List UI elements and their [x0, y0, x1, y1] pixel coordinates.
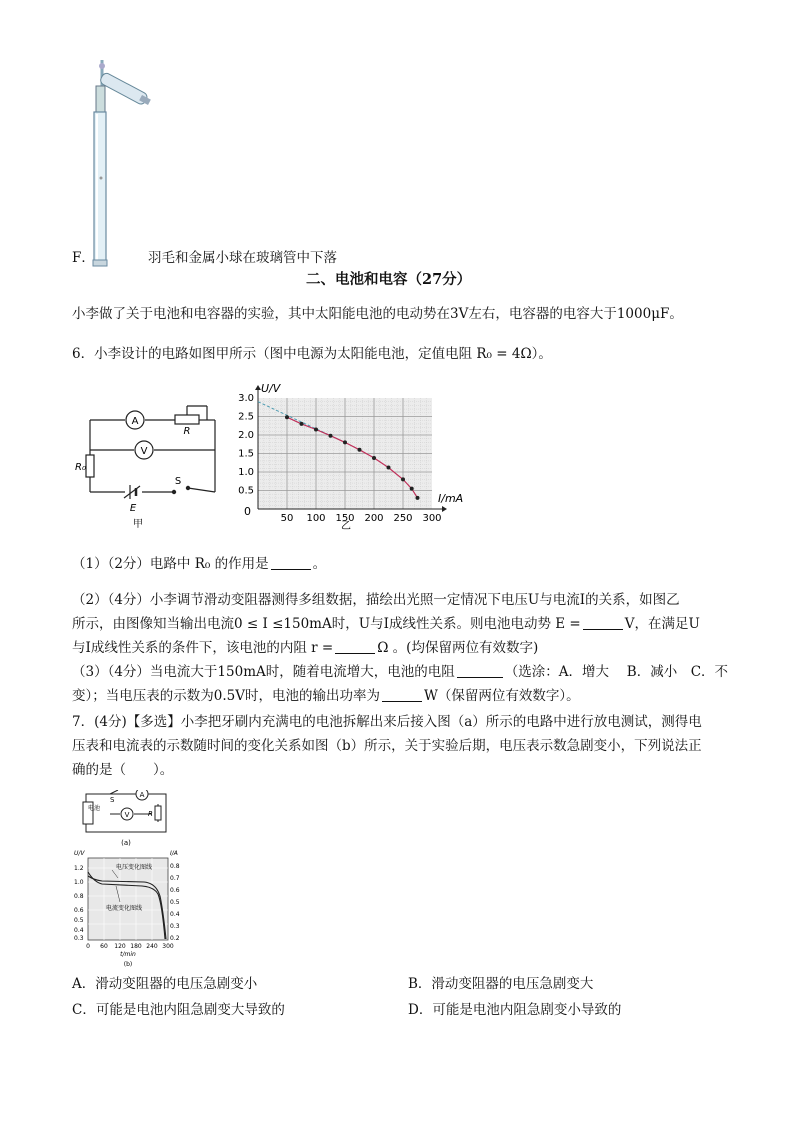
- data-point: [416, 496, 420, 500]
- answer-blank-output-power[interactable]: [382, 687, 422, 702]
- q6-sub3-line2b: W（保留两位有效数字）。: [423, 688, 580, 704]
- answer-blank-emf[interactable]: [583, 615, 623, 630]
- data-point: [343, 440, 347, 444]
- y-tick-label: 0.5: [238, 485, 254, 497]
- y-tick-label: 3.0: [238, 393, 254, 404]
- left-tick: 1.2: [74, 865, 84, 872]
- x-tick: 60: [100, 943, 108, 950]
- option-f-caption: 羽毛和金属小球在玻璃管中下落: [148, 250, 337, 266]
- right-tick: 0.3: [170, 923, 180, 930]
- q6-sub2-line2b: V，在满足U: [624, 616, 700, 632]
- data-point: [410, 487, 414, 491]
- right-tick: 0.2: [170, 935, 180, 942]
- y-tick-label: 1.5: [238, 448, 254, 460]
- data-point: [300, 422, 304, 426]
- right-tick: 0.5: [170, 899, 180, 906]
- right-tick: 0.4: [170, 911, 180, 918]
- x-tick-label: 100: [306, 513, 326, 524]
- q7-option-a[interactable]: A．滑动变阻器的电压急剧变小: [72, 976, 258, 992]
- x-tick-label: 50: [280, 513, 294, 524]
- data-point: [329, 434, 333, 438]
- discharge-graph-b: [72, 846, 190, 970]
- fig-a-voltmeter-label: V: [124, 811, 130, 819]
- fig-a-switch-label: S: [110, 796, 115, 804]
- ui-graph: [236, 382, 476, 532]
- q6-sub2-line2a: 所示，由图像知当输出电流0 ≤ I ≤150mA时，U与I成线性关系。则电池电动势 E =: [72, 616, 581, 632]
- q7-option-b[interactable]: B．滑动变阻器的电压急剧变大: [408, 976, 594, 992]
- graph-b-y-right-label: I/A: [170, 850, 178, 857]
- data-point: [372, 456, 376, 460]
- circuit-label-a: A: [131, 416, 139, 427]
- x-tick-label: 200: [364, 513, 384, 524]
- circuit-label-e: E: [129, 503, 137, 514]
- x-tick: 0: [86, 943, 90, 950]
- current-curve-label: 电流变化图线: [106, 905, 143, 912]
- x-tick: 120: [114, 943, 126, 950]
- graph-b-x-ticks: [86, 943, 174, 950]
- q7-line3: 确的是（ ）。: [72, 762, 174, 778]
- q6-stem: 6．小李设计的电路如图甲所示（图中电源为太阳能电池，定值电阻 R₀ = 4Ω）。: [72, 346, 552, 362]
- fig-b-label: (b): [123, 961, 133, 968]
- q6-sub3-line2a: 变）；当电压表的示数为0.5V时，电池的输出功率为: [72, 688, 380, 704]
- circuit-diagram-a: [80, 790, 176, 848]
- q6-sub2-line3a: 与I成线性关系的条件下，该电池的内阻 r =: [72, 640, 334, 656]
- x-tick: 300: [162, 943, 174, 950]
- q7-option-c[interactable]: C．可能是电池内阻急剧变大导致的: [72, 1002, 285, 1018]
- q6-sub2-line3: [72, 636, 538, 660]
- q6-sub2-line3b: Ω 。(均保留两位有效数字): [377, 640, 539, 656]
- option-f-letter: F．: [72, 250, 95, 266]
- x-axis-arrow: [442, 506, 447, 512]
- q7-line2: 压表和电流表的示数随时间的变化关系如图（b）所示，关于实验后期，电压表示数急剧变小，下列说法正: [72, 738, 702, 754]
- circuit-label-s: S: [174, 476, 182, 487]
- q7-line1: 7．(4分)【多选】小李把牙刷内充满电的电池拆解出来后接入图（a）所示的电路中进行放电测试，测得电: [72, 714, 702, 730]
- graph-grid: [258, 398, 432, 509]
- intro-text: 小李做了关于电池和电容器的实验，其中太阳能电池的电动势在3V左右，电容器的电容大于1000μF。: [72, 306, 683, 322]
- circuit-label-r0: R₀: [75, 462, 86, 473]
- answer-blank-internal-resistance[interactable]: [335, 639, 375, 654]
- fig-a-resistor-label: R: [148, 810, 153, 818]
- q6-sub1-text: （1）（2分）电路中 R₀ 的作用是: [72, 556, 269, 572]
- data-point: [401, 477, 405, 481]
- circuit-label-v: V: [140, 446, 148, 457]
- x-tick-label: 250: [393, 513, 413, 524]
- q6-sub3-line2: [72, 684, 580, 708]
- fig-a-battery-label: 电池: [88, 805, 101, 812]
- circuit-label-r: R: [183, 426, 191, 437]
- data-point: [314, 427, 318, 431]
- left-tick: 0.8: [74, 893, 84, 900]
- x-tick: 240: [146, 943, 158, 950]
- data-point: [387, 466, 391, 470]
- left-tick: 0.6: [74, 907, 84, 914]
- section-title: 二、电池和电容（27分）: [306, 271, 472, 288]
- left-tick: 0.5: [74, 917, 84, 924]
- graph-origin-label: 0: [244, 505, 251, 518]
- data-point: [358, 448, 362, 452]
- q6-sub1: [72, 552, 326, 576]
- q6-sub3-line1: [72, 660, 728, 684]
- q6-sub3-line1a: （3）（4分）当电流大于150mA时，随着电流增大，电池的电阻: [72, 664, 455, 680]
- answer-blank-resistance-trend[interactable]: [457, 663, 503, 678]
- q6-sub1-end: 。: [312, 556, 327, 572]
- graph-x-label: I/mA: [438, 492, 464, 505]
- circuit-diagram-jia: [70, 400, 230, 532]
- right-tick: 0.6: [170, 887, 180, 894]
- figure-label-yi: 乙: [341, 521, 351, 532]
- left-tick: 0.4: [74, 927, 84, 934]
- y-tick-label: 2.0: [238, 430, 254, 441]
- fig-a-ammeter-label: A: [139, 791, 145, 799]
- left-tick: 1.0: [74, 879, 84, 886]
- graph-b-y-left-label: U/V: [74, 850, 85, 857]
- q7-option-d[interactable]: D．可能是电池内阻急剧变小导致的: [408, 1002, 622, 1018]
- right-tick: 0.8: [170, 863, 180, 870]
- y-tick-label: 1.0: [238, 467, 254, 478]
- graph-b-x-label: t/min: [120, 951, 136, 958]
- q6-sub3-line1b: （选涂：A．增大 B．减小 C．不: [504, 664, 729, 680]
- x-tick-label: 150: [335, 513, 355, 524]
- graph-b-right-ticks: [170, 863, 180, 942]
- x-tick: 180: [130, 943, 142, 950]
- fig-a-label: (a): [121, 839, 131, 847]
- q6-sub2-line2: [72, 612, 700, 636]
- y-tick-label: 2.5: [238, 411, 254, 423]
- voltage-curve-label: 电压变化图线: [116, 864, 153, 871]
- graph-b-left-ticks: [74, 865, 84, 942]
- graph-y-label: U/V: [261, 382, 281, 395]
- figure-label-jia: 甲: [133, 519, 143, 530]
- right-tick: 0.7: [170, 875, 180, 882]
- q6-sub2-line1: （2）（4分）小李调节滑动变阻器测得多组数据，描绘出光照一定情况下电压U与电流I的关系，如图乙: [72, 592, 680, 608]
- glass-tube-figure: [82, 58, 162, 270]
- left-tick: 0.3: [74, 935, 84, 942]
- data-point: [285, 415, 289, 419]
- answer-blank-r0-role[interactable]: [271, 555, 311, 570]
- x-tick-label: 300: [422, 513, 442, 524]
